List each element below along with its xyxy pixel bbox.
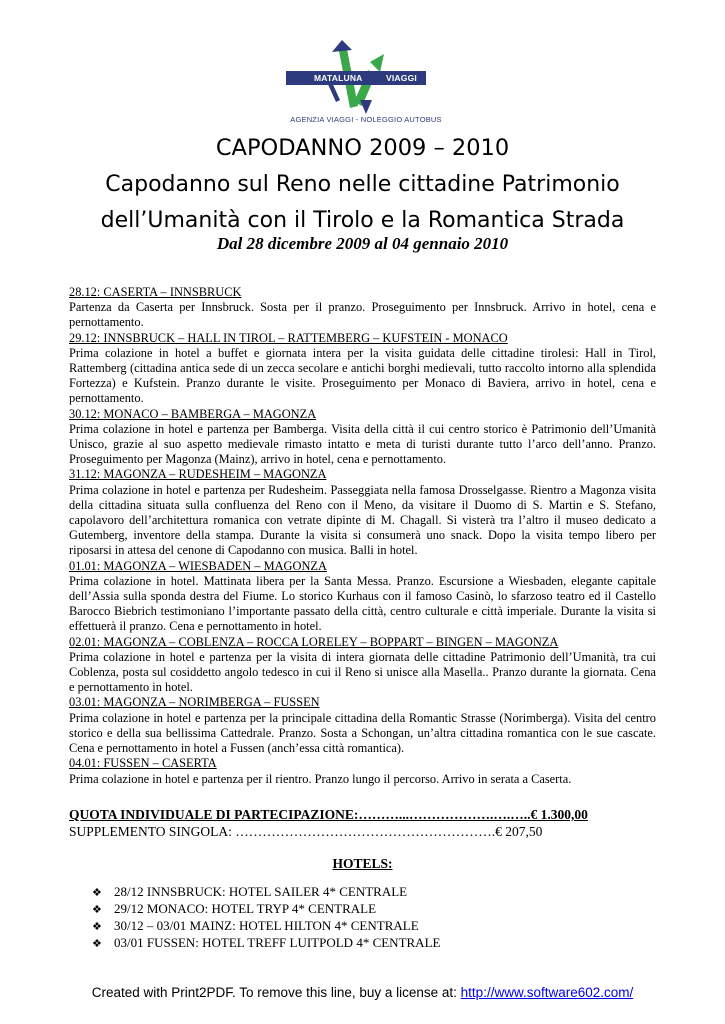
subtitle-line-2: dell’Umanità con il Tirolo e la Romantica Strada — [100, 208, 625, 233]
hotels-heading: HOTELS: — [332, 856, 393, 871]
hotel-entry: 28/12 INNSBRUCK: HOTEL SAILER 4* CENTRALE — [114, 884, 408, 899]
day-description: Prima colazione in hotel e partenza per la principale cittadina della Romantic Strasse (Norimberga). Visita del centro storico e della sua bellissima Cattedrale. Pranzo. Sosta a Schongan, un’altra cittadina romantica con le sue cascate. Cena e pernottamento in hotel a Fussen (anch’essa città romantica). — [69, 710, 656, 756]
quota-price: QUOTA INDIVIDUALE DI PARTECIPAZIONE:………...……………….….…..€ 1.300,00 — [69, 807, 588, 822]
hotel-entry: 29/12 MONACO: HOTEL TRYP 4* CENTRALE — [114, 901, 377, 916]
itinerary — [69, 285, 656, 787]
logo-name-bar — [286, 71, 426, 85]
day-description: Prima colazione in hotel. Mattinata libera per la Santa Messa. Pranzo. Escursione a Wiesbaden, elegante capitale dell’Assia sulla sponda destra del Fiume. Lo storico Kurhaus con il famoso Casinò, lo sfarzoso teatro ed il Castello Barocco Biebrich testimoniano l’importante passato della città, centro culturale e città imperiale. Durante la visita si effettuerà il pranzo. Cena e pernottamento in hotel. — [69, 573, 656, 634]
single-supplement-price: SUPPLEMENTO SINGOLA: ………………………………………………….€ 207,50 — [69, 824, 543, 839]
day-description: Prima colazione in hotel e partenza per Bamberga. Visita della città il cui centro storico è Patrimonio dell’Umanità Unisco, grazie al suo aspetto medievale rimasto intatto e meta di turisti durante tutto l’arco dell’anno. Pranzo. Proseguimento per Magonza (Mainz), arrivo in hotel, cena e pernottamento. — [69, 421, 656, 467]
diamond-bullet-icon: ❖ — [92, 921, 102, 933]
day-description: Prima colazione in hotel e partenza per la visita di intera giornata delle cittadine Patrimonio dell’Umanità, tra cui Coblenza, posta sul cosiddetto angolo tedesco in cui il Reno si unisce alla Masella.. Pranzo durante la giornata. Cena e pernottamento in hotel. — [69, 649, 656, 695]
list-item — [92, 901, 440, 918]
pdf-footer — [0, 985, 725, 1000]
diamond-bullet-icon: ❖ — [92, 904, 102, 916]
day-heading: 28.12: CASERTA – INNSBRUCK — [69, 285, 242, 299]
page-title: CAPODANNO 2009 – 2010 — [215, 135, 510, 161]
trip-dates: Dal 28 dicembre 2009 al 04 gennaio 2010 — [216, 234, 509, 253]
day-heading: 03.01: MAGONZA – NORIMBERGA – FUSSEN — [69, 695, 320, 710]
subtitle-line-1: Capodanno sul Reno nelle cittadine Patrimonio — [105, 172, 620, 197]
logo-subtitle: AGENZIA VIAGGI - NOLEGGIO AUTOBUS — [290, 115, 442, 124]
title-block — [0, 134, 725, 254]
list-item — [92, 884, 440, 901]
hotel-list — [92, 884, 440, 952]
day-heading: 01.01: MAGONZA – WIESBADEN – MAGONZA — [69, 558, 327, 573]
day-description: Partenza da Caserta per Innsbruck. Sosta per il pranzo. Proseguimento per Innsbruck. Arrivo in hotel, cena e pernottamento. — [69, 300, 656, 330]
day-heading: 30.12: MONACO – BAMBERGA – MAGONZA — [69, 406, 317, 421]
list-item — [92, 935, 440, 952]
hotel-entry: 30/12 – 03/01 MAINZ: HOTEL HILTON 4* CENTRALE — [114, 918, 419, 933]
list-item — [92, 918, 440, 935]
day-description: Prima colazione in hotel e partenza per Rudesheim. Passeggiata nella famosa Drosselgasse. Rientro a Magonza visita della cittadina situata sulla confluenza del Reno con il Meno, da visitare il Duomo di S. Martin e S. Stefano, capolavoro dell’architettura romanica con vetrate dipinte di M. Chagall. Si visterà tra l’altro il museo dedicato a Gutemberg, inventore della stampa. Durante la visita si consumerà uno snack. Dopo la visita tempo libero per riposarsi in attesa del cenone di Capodanno con musica. Balli in hotel. — [69, 482, 656, 558]
diamond-bullet-icon: ❖ — [92, 938, 102, 950]
logo-brand-left: MATALUNA — [314, 73, 363, 83]
hotel-entry: 03/01 FUSSEN: HOTEL TREFF LUITPOLD 4* CENTRALE — [114, 935, 441, 950]
logo-brand-right: VIAGGI — [386, 73, 417, 83]
page-subtitle — [0, 167, 725, 239]
footer-text: Created with Print2PDF. To remove this line, buy a license at: — [91, 985, 461, 1000]
day-heading: 29.12: INNSBRUCK – HALL IN TIROL – RATTEMBERG – KUFSTEIN - MONACO — [69, 330, 508, 345]
diamond-bullet-icon: ❖ — [92, 887, 102, 899]
footer-link[interactable]: http://www.software602.com/ — [460, 985, 634, 1000]
day-heading: 04.01: FUSSEN – CASERTA — [69, 756, 217, 771]
price-block — [69, 806, 629, 840]
company-logo — [280, 40, 450, 126]
day-heading: 31.12: MAGONZA – RUDESHEIM – MAGONZA — [69, 467, 327, 482]
day-description: Prima colazione in hotel e partenza per il rientro. Pranzo lungo il percorso. Arrivo in serata a Caserta. — [69, 771, 572, 786]
day-heading: 02.01: MAGONZA – COBLENZA – ROCCA LORELEY – BOPPART – BINGEN – MAGONZA — [69, 634, 559, 649]
day-description: Prima colazione in hotel a buffet e giornata intera per la visita guidata delle cittadine tirolesi: Hall in Tirol, Rattemberg (cittadina antica sede di un zecca secolare e antichi borghi medievali, tutto raccolto intorno alla splendida Fortezza) e Kufstein. Pranzo durante le visite. Proseguimento per Monaco di Baviera, arrivo in hotel, cena e pernottamento. — [69, 345, 656, 406]
